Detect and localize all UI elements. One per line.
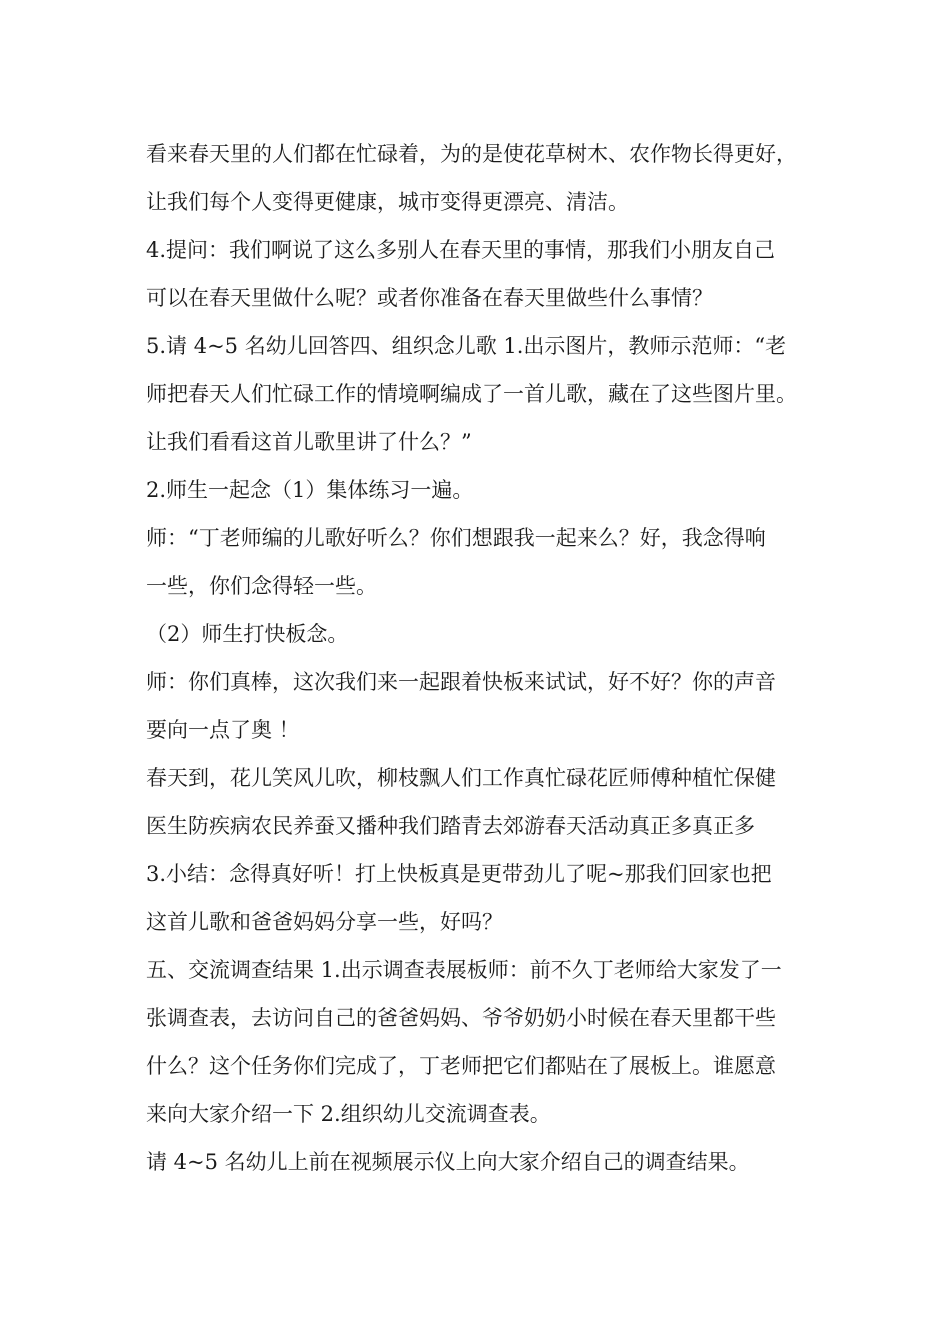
text-line: 3.小结：念得真好听！打上快板真是更带劲儿了呢~那我们回家也把 [146, 862, 772, 886]
text-line: （2）师生打快板念。 [146, 622, 349, 646]
text-line: 一些，你们念得轻一些。 [146, 574, 377, 598]
document-body [146, 130, 826, 1186]
text-line: 可以在春天里做什么呢？或者你准备在春天里做些什么事情？ [146, 286, 713, 310]
text-line: 来向大家介绍一下 2.组织幼儿交流调查表。 [146, 1102, 551, 1126]
text-line: 春天到，花儿笑风儿吹，柳枝飘人们工作真忙碌花匠师傅种植忙保健 [146, 766, 776, 790]
text-line: 什么？这个任务你们完成了，丁老师把它们都贴在了展板上。谁愿意 [146, 1054, 776, 1078]
text-line: 这首儿歌和爸爸妈妈分享一些，好吗？ [146, 910, 503, 934]
text-line: 4.提问：我们啊说了这么多别人在春天里的事情，那我们小朋友自己 [146, 238, 776, 262]
text-line: 让我们每个人变得更健康，城市变得更漂亮、清洁。 [146, 190, 629, 214]
text-line: 师：你们真棒，这次我们来一起跟着快板来试试，好不好？你的声音 [146, 670, 776, 694]
text-line: 张调查表，去访问自己的爸爸妈妈、爷爷奶奶小时候在春天里都干些 [146, 1006, 776, 1030]
text-line: 要向一点了奥 ！ [146, 718, 300, 742]
text-line: 2.师生一起念（1）集体练习一遍。 [146, 478, 474, 502]
text-line: 师把春天人们忙碌工作的情境啊编成了一首儿歌，藏在了这些图片里。 [146, 382, 797, 406]
text-line: 师：“丁老师编的儿歌好听么？你们想跟我一起来么？好，我念得响 [146, 526, 766, 550]
text-line: 请 4~5 名幼儿上前在视频展示仪上向大家介绍自己的调查结果。 [146, 1150, 750, 1174]
text-line: 看来春天里的人们都在忙碌着，为的是使花草树木、农作物长得更好， [146, 142, 797, 166]
text-line: 五、交流调查结果 1.出示调查表展板师：前不久丁老师给大家发了一 [146, 958, 782, 982]
text-line: 让我们看看这首儿歌里讲了什么？” [146, 430, 472, 454]
text-line: 医生防疾病农民养蚕又播种我们踏青去郊游春天活动真正多真正多 [146, 814, 755, 838]
text-line: 5.请 4~5 名幼儿回答四、组织念儿歌 1.出示图片，教师示范师：“老 [146, 334, 787, 358]
